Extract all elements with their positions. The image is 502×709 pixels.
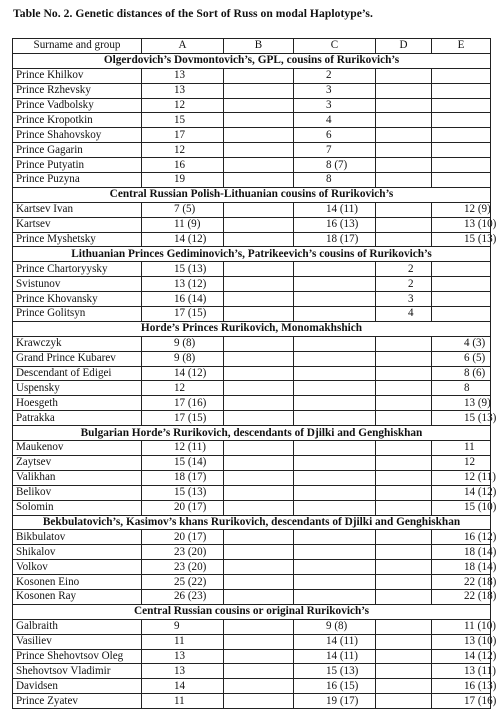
column-header-b: B: [224, 39, 294, 54]
cell-a: 17 (16): [142, 396, 224, 411]
table-row: [13, 560, 491, 575]
cell-a: 23 (20): [142, 545, 224, 560]
cell-b: [224, 98, 294, 113]
cell-e: [432, 113, 491, 128]
cell-b: [224, 128, 294, 143]
group-header-row: [13, 247, 491, 262]
cell-e: 11 (10): [432, 619, 491, 634]
cell-c: 19 (17): [294, 694, 376, 709]
cell-d: [376, 173, 432, 188]
cell-a: 15: [142, 113, 224, 128]
cell-c: [294, 262, 376, 277]
cell-a: 15 (13): [142, 262, 224, 277]
cell-surname: Prince Putyatin: [13, 158, 142, 173]
cell-b: [224, 575, 294, 590]
cell-d: [376, 158, 432, 173]
cell-d: [376, 232, 432, 247]
cell-d: [376, 619, 432, 634]
cell-e: 15 (10): [432, 500, 491, 515]
table-row: [13, 664, 491, 679]
cell-a: 23 (20): [142, 560, 224, 575]
cell-surname: Kartsev: [13, 217, 142, 232]
cell-c: [294, 575, 376, 590]
cell-b: [224, 262, 294, 277]
cell-c: 7: [294, 143, 376, 158]
group-header-row: [13, 426, 491, 441]
cell-b: [224, 366, 294, 381]
table-header-row: [13, 39, 491, 54]
cell-surname: Prince Shahovskoy: [13, 128, 142, 143]
cell-b: [224, 307, 294, 322]
cell-e: [432, 98, 491, 113]
cell-b: [224, 173, 294, 188]
table-row: [13, 694, 491, 709]
cell-c: 6: [294, 128, 376, 143]
cell-e: [432, 128, 491, 143]
cell-b: [224, 396, 294, 411]
cell-b: [224, 441, 294, 456]
cell-c: 8: [294, 173, 376, 188]
cell-c: [294, 411, 376, 426]
cell-e: 6 (5): [432, 351, 491, 366]
cell-c: [294, 351, 376, 366]
cell-surname: Maukenov: [13, 441, 142, 456]
cell-c: 9 (8): [294, 619, 376, 634]
cell-a: 18 (17): [142, 470, 224, 485]
cell-e: 16 (12): [432, 530, 491, 545]
table-row: [13, 634, 491, 649]
cell-c: [294, 530, 376, 545]
cell-e: [432, 292, 491, 307]
cell-d: [376, 441, 432, 456]
cell-a: 14 (12): [142, 366, 224, 381]
column-header-c: C: [294, 39, 376, 54]
cell-e: 17 (16): [432, 694, 491, 709]
cell-c: 16 (13): [294, 217, 376, 232]
cell-a: 9 (8): [142, 336, 224, 351]
cell-surname: Prince Khovansky: [13, 292, 142, 307]
group-title: Horde’s Princes Rurikovich, Monomakhshich: [13, 321, 491, 336]
table-row: [13, 217, 491, 232]
cell-a: 17: [142, 128, 224, 143]
cell-d: [376, 396, 432, 411]
table-row: [13, 83, 491, 98]
cell-c: [294, 500, 376, 515]
cell-c: 2: [294, 68, 376, 83]
cell-surname: Bikbulatov: [13, 530, 142, 545]
cell-surname: Kartsev Ivan: [13, 202, 142, 217]
group-header-row: [13, 53, 491, 68]
cell-e: 16 (13): [432, 679, 491, 694]
cell-a: 11: [142, 634, 224, 649]
table-row: [13, 649, 491, 664]
table-row: [13, 143, 491, 158]
cell-surname: Vasiliev: [13, 634, 142, 649]
cell-d: [376, 560, 432, 575]
cell-surname: Grand Prince Kubarev: [13, 351, 142, 366]
cell-c: 15 (13): [294, 664, 376, 679]
cell-e: [432, 68, 491, 83]
cell-d: [376, 649, 432, 664]
cell-b: [224, 589, 294, 604]
table-row: [13, 441, 491, 456]
cell-d: [376, 83, 432, 98]
cell-e: 13 (10): [432, 634, 491, 649]
table-row: [13, 202, 491, 217]
cell-c: 14 (11): [294, 634, 376, 649]
cell-d: [376, 381, 432, 396]
cell-b: [224, 664, 294, 679]
table-row: [13, 128, 491, 143]
cell-b: [224, 679, 294, 694]
cell-a: 19: [142, 173, 224, 188]
cell-surname: Descendant of Edigei: [13, 366, 142, 381]
cell-surname: Uspensky: [13, 381, 142, 396]
cell-b: [224, 143, 294, 158]
cell-d: [376, 217, 432, 232]
table-row: [13, 307, 491, 322]
cell-e: 18 (14): [432, 560, 491, 575]
cell-b: [224, 113, 294, 128]
column-header-surname: Surname and group: [13, 39, 142, 54]
table-row: [13, 232, 491, 247]
table-row: [13, 366, 491, 381]
cell-b: [224, 545, 294, 560]
cell-b: [224, 202, 294, 217]
group-title: Lithuanian Princes Gediminovich’s, Patrikeevich’s cousins of Rurikovich’s: [13, 247, 491, 262]
cell-a: 7 (5): [142, 202, 224, 217]
cell-a: 16 (14): [142, 292, 224, 307]
cell-a: 20 (17): [142, 530, 224, 545]
cell-a: 11: [142, 694, 224, 709]
cell-e: [432, 277, 491, 292]
cell-surname: Prince Shehovtsov Oleg: [13, 649, 142, 664]
cell-d: [376, 143, 432, 158]
cell-e: 18 (14): [432, 545, 491, 560]
cell-e: 12: [432, 455, 491, 470]
cell-c: 4: [294, 113, 376, 128]
cell-d: [376, 589, 432, 604]
table-row: [13, 455, 491, 470]
table-row: [13, 98, 491, 113]
cell-surname: Volkov: [13, 560, 142, 575]
cell-c: [294, 277, 376, 292]
cell-surname: Kosonen Ray: [13, 589, 142, 604]
cell-a: 12: [142, 381, 224, 396]
cell-d: [376, 455, 432, 470]
cell-e: 14 (12): [432, 485, 491, 500]
table-row: [13, 500, 491, 515]
cell-e: 8 (6): [432, 366, 491, 381]
cell-a: 14 (12): [142, 232, 224, 247]
cell-b: [224, 351, 294, 366]
table-row: [13, 351, 491, 366]
cell-surname: Prince Rzhevsky: [13, 83, 142, 98]
cell-b: [224, 83, 294, 98]
cell-surname: Krawczyk: [13, 336, 142, 351]
cell-b: [224, 530, 294, 545]
cell-e: 22 (18): [432, 589, 491, 604]
cell-a: 13: [142, 68, 224, 83]
cell-d: [376, 470, 432, 485]
cell-c: [294, 470, 376, 485]
table-row: [13, 262, 491, 277]
cell-c: [294, 366, 376, 381]
table-row: [13, 158, 491, 173]
group-header-row: [13, 187, 491, 202]
cell-b: [224, 217, 294, 232]
cell-b: [224, 619, 294, 634]
cell-b: [224, 381, 294, 396]
table-row: [13, 619, 491, 634]
cell-a: 25 (22): [142, 575, 224, 590]
cell-surname: Prince Chartoryysky: [13, 262, 142, 277]
cell-a: 15 (14): [142, 455, 224, 470]
cell-d: 4: [376, 307, 432, 322]
cell-c: [294, 396, 376, 411]
cell-surname: Shikalov: [13, 545, 142, 560]
cell-surname: Kosonen Eino: [13, 575, 142, 590]
cell-c: [294, 455, 376, 470]
cell-a: 13: [142, 649, 224, 664]
cell-c: 14 (11): [294, 202, 376, 217]
cell-a: 20 (17): [142, 500, 224, 515]
cell-a: 14: [142, 679, 224, 694]
cell-e: 13 (9): [432, 396, 491, 411]
cell-d: [376, 530, 432, 545]
table-row: [13, 68, 491, 83]
cell-d: 3: [376, 292, 432, 307]
table-row: [13, 679, 491, 694]
cell-e: [432, 83, 491, 98]
cell-e: 15 (13): [432, 232, 491, 247]
cell-d: [376, 351, 432, 366]
table-row: [13, 396, 491, 411]
cell-e: [432, 143, 491, 158]
cell-a: 16: [142, 158, 224, 173]
table-row: [13, 292, 491, 307]
cell-c: [294, 560, 376, 575]
cell-e: 14 (12): [432, 649, 491, 664]
cell-surname: Prince Myshetsky: [13, 232, 142, 247]
cell-c: 3: [294, 98, 376, 113]
cell-d: [376, 113, 432, 128]
table-row: [13, 470, 491, 485]
cell-d: [376, 336, 432, 351]
column-header-a: A: [142, 39, 224, 54]
cell-e: 11: [432, 441, 491, 456]
group-title: Bulgarian Horde’s Rurikovich, descendants of Djilki and Genghiskhan: [13, 426, 491, 441]
cell-a: 12: [142, 98, 224, 113]
cell-d: [376, 500, 432, 515]
cell-b: [224, 68, 294, 83]
cell-b: [224, 292, 294, 307]
cell-d: [376, 68, 432, 83]
group-header-row: [13, 515, 491, 530]
cell-a: 12 (11): [142, 441, 224, 456]
table-row: [13, 381, 491, 396]
cell-c: 16 (15): [294, 679, 376, 694]
cell-a: 12: [142, 143, 224, 158]
cell-d: [376, 366, 432, 381]
cell-b: [224, 560, 294, 575]
cell-surname: Prince Kropotkin: [13, 113, 142, 128]
cell-e: 4 (3): [432, 336, 491, 351]
cell-b: [224, 232, 294, 247]
cell-a: 17 (15): [142, 411, 224, 426]
cell-e: 13 (11): [432, 664, 491, 679]
cell-e: [432, 173, 491, 188]
cell-a: 11 (9): [142, 217, 224, 232]
table-row: [13, 530, 491, 545]
genetic-distance-table: [12, 38, 497, 709]
cell-a: 17 (15): [142, 307, 224, 322]
cell-c: [294, 441, 376, 456]
table-title: Table No. 2. Genetic distances of the Sort of Russ on modal Haplotype’s.: [13, 7, 373, 20]
table-row: [13, 336, 491, 351]
cell-b: [224, 634, 294, 649]
cell-surname: Prince Vadbolsky: [13, 98, 142, 113]
cell-b: [224, 694, 294, 709]
cell-surname: Prince Zyatev: [13, 694, 142, 709]
cell-c: 18 (17): [294, 232, 376, 247]
table-row: [13, 485, 491, 500]
cell-surname: Solomin: [13, 500, 142, 515]
column-header-e: E: [432, 39, 491, 54]
cell-c: 3: [294, 83, 376, 98]
cell-e: [432, 307, 491, 322]
group-title: Central Russian Polish-Lithuanian cousins of Rurikovich’s: [13, 187, 491, 202]
group-title: Central Russian cousins or original Rurikovich’s: [13, 604, 491, 619]
cell-d: [376, 485, 432, 500]
cell-d: [376, 634, 432, 649]
cell-d: [376, 694, 432, 709]
table-row: [13, 575, 491, 590]
cell-c: 8 (7): [294, 158, 376, 173]
cell-d: [376, 664, 432, 679]
cell-e: 15 (13): [432, 411, 491, 426]
cell-surname: Shehovtsov Vladimir: [13, 664, 142, 679]
cell-e: 12 (9): [432, 202, 491, 217]
table-row: [13, 173, 491, 188]
group-header-row: [13, 604, 491, 619]
table-row: [13, 589, 491, 604]
cell-b: [224, 455, 294, 470]
cell-e: 13 (10): [432, 217, 491, 232]
group-header-row: [13, 321, 491, 336]
cell-c: [294, 381, 376, 396]
cell-d: [376, 128, 432, 143]
table-body: [13, 39, 497, 709]
cell-c: [294, 292, 376, 307]
cell-d: [376, 411, 432, 426]
cell-a: 15 (13): [142, 485, 224, 500]
cell-d: [376, 98, 432, 113]
cell-a: 9 (8): [142, 351, 224, 366]
cell-c: [294, 307, 376, 322]
cell-b: [224, 485, 294, 500]
cell-c: [294, 545, 376, 560]
cell-surname: Svistunov: [13, 277, 142, 292]
cell-surname: Hoesgeth: [13, 396, 142, 411]
cell-a: 13: [142, 664, 224, 679]
cell-d: [376, 679, 432, 694]
cell-d: [376, 202, 432, 217]
cell-d: 2: [376, 277, 432, 292]
cell-c: 14 (11): [294, 649, 376, 664]
cell-surname: Zaytsev: [13, 455, 142, 470]
cell-b: [224, 336, 294, 351]
cell-a: 13: [142, 83, 224, 98]
cell-b: [224, 411, 294, 426]
cell-surname: Galbraith: [13, 619, 142, 634]
cell-surname: Prince Puzyna: [13, 173, 142, 188]
group-title: Olgerdovich’s Dovmontovich’s, GPL, cousins of Rurikovich’s: [13, 53, 491, 68]
cell-d: 2: [376, 262, 432, 277]
cell-c: [294, 485, 376, 500]
cell-b: [224, 277, 294, 292]
cell-b: [224, 500, 294, 515]
cell-b: [224, 158, 294, 173]
cell-e: 22 (18): [432, 575, 491, 590]
table-row: [13, 411, 491, 426]
cell-e: 8: [432, 381, 491, 396]
table-row: [13, 545, 491, 560]
column-header-d: D: [376, 39, 432, 54]
cell-surname: Prince Golitsyn: [13, 307, 142, 322]
cell-a: 9: [142, 619, 224, 634]
cell-e: 12 (11): [432, 470, 491, 485]
cell-a: 26 (23): [142, 589, 224, 604]
cell-c: [294, 336, 376, 351]
cell-b: [224, 470, 294, 485]
cell-surname: Davidsen: [13, 679, 142, 694]
group-title: Bekbulatovich’s, Kasimov’s khans Rurikovich, descendants of Djilki and Genghiskhan: [13, 515, 491, 530]
cell-b: [224, 649, 294, 664]
cell-surname: Prince Khilkov: [13, 68, 142, 83]
cell-e: [432, 158, 491, 173]
cell-d: [376, 545, 432, 560]
cell-a: 13 (12): [142, 277, 224, 292]
table-row: [13, 113, 491, 128]
cell-surname: Patrakka: [13, 411, 142, 426]
cell-surname: Belikov: [13, 485, 142, 500]
table-row: [13, 277, 491, 292]
cell-d: [376, 575, 432, 590]
cell-surname: Prince Gagarin: [13, 143, 142, 158]
cell-c: [294, 589, 376, 604]
cell-e: [432, 262, 491, 277]
cell-surname: Valikhan: [13, 470, 142, 485]
